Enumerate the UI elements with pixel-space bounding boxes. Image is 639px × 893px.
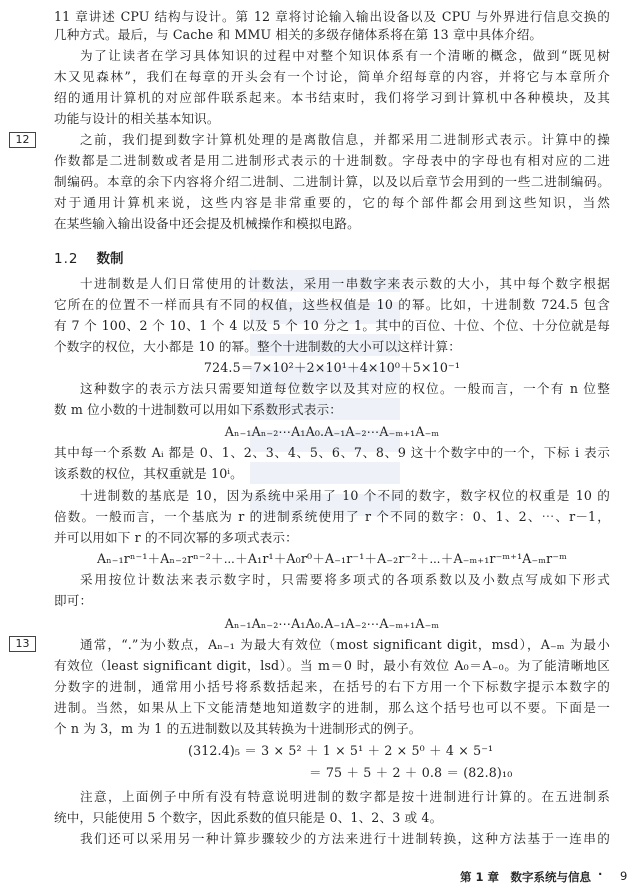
section-title: 数制 <box>96 251 124 267</box>
paragraph-line: 在某些输入输出设备中还会提及机械操作和模拟电路。 <box>54 216 360 231</box>
paragraph-line: 其中每一个系数 Aᵢ 都是 0、1、2、3、4、5、6、7、8、9 这十个数字中的一个，下标 i 表示 <box>54 445 610 460</box>
paragraph-line: 制编码。本章的余下内容将介绍二进制、二进制计算，以及以后章节会用到的一些二进制编码。 <box>54 174 610 189</box>
paragraph-line: 进制。当然，如果从上下文能清楚地知道数字的进制，那么这个括号也可以不要。下面是一 <box>54 700 610 715</box>
paragraph-line: 几种方式。最后，与 Cache 和 MMU 相关的多级存储体系将在第 13 章中具体介绍。 <box>54 27 543 42</box>
paragraph-line: 该系数的权位，其权重就是 10ⁱ。 <box>54 466 243 481</box>
paragraph-line: 统中，只能使用 5 个数字，因此系数的值只能是 0、1、2、3 或 4。 <box>54 810 443 825</box>
paragraph-line: 注意，上面例子中所有没有特意说明进制的数字都是按十进制进行计算的。在五进制系 <box>80 789 610 804</box>
paragraph-line: 分数字的进制，通常用小括号将系数括起来，在括号的右下方用一个下标数字提示本数字的 <box>54 679 610 694</box>
equation: Aₙ₋₁Aₙ₋₂⋯A₁A₀.A₋₁A₋₂⋯A₋ₘ₊₁A₋ₘ <box>224 424 440 439</box>
section-number: 1.2 <box>54 251 79 267</box>
section-heading <box>54 250 123 268</box>
paragraph-line: 个 n 为 3，m 为 1 的五进制数以及其转换为十进制形式的例子。 <box>54 721 422 736</box>
paragraph-line: 我们还可以采用另一种计算步骤较少的方法来进行十进制转换，这种方法基于一连串的 <box>80 831 610 846</box>
paragraph-line: 即可： <box>54 593 93 608</box>
chapter-title: 第 1 章 数字系统与信息 <box>460 870 592 884</box>
paragraph-line: 作数都是二进制数或者是用二进制形式表示的十进制数。字母表中的字母也有相对应的二进 <box>54 153 610 168</box>
paragraph-line: 功能与设计的相关基本知识。 <box>54 111 220 126</box>
paragraph-line: 为了让读者在学习具体知识的过程中对整个知识体系有一个清晰的概念，做到“既见树 <box>80 48 610 63</box>
equation: ＝ 75 ＋ 5 ＋ 2 ＋ 0.8 ＝ (82.8)₁₀ <box>309 765 513 780</box>
equation: Aₙ₋₁rⁿ⁻¹＋Aₙ₋₂rⁿ⁻²＋⋯＋A₁r¹＋A₀r⁰＋A₋₁r⁻¹＋A₋₂r⁻²＋⋯＋A₋ₘ₊₁r⁻ᵐ⁺¹A₋ₘr⁻ᵐ <box>96 551 568 566</box>
paragraph-line: 这种数字的表示方法只需要知道每位数字以及其对应的权位。一般而言，一个有 n 位整 <box>80 381 610 396</box>
page-number: 9 <box>620 869 628 883</box>
margin-page-number: 12 <box>9 132 36 148</box>
footer-separator: · <box>598 867 603 881</box>
paragraph-line: 十进制数的基底是 10，因为系统中采用了 10 个不同的数字，数字权位的权重是 10 的 <box>80 488 610 503</box>
paragraph-line: 有 7 个 100、2 个 10、1 个 4 以及 5 个 10 分之 1。其中的百位、十位、个位、十分位就是每 <box>54 318 610 333</box>
paragraph-line: 十进制数是人们日常使用的计数法，采用一串数字来表示数的大小，其中每个数字根据 <box>80 276 610 291</box>
paragraph-line: 它所在的位置不一样而具有不同的权值，这些权值是 10 的幂。比如，十进制数 724.5 包含 <box>54 297 610 312</box>
equation: (312.4)₅ ＝ 3 × 5² ＋ 1 × 5¹ ＋ 2 × 5⁰ ＋ 4 × 5⁻¹ <box>188 743 494 758</box>
margin-page-number: 13 <box>9 636 36 652</box>
paragraph-line: 倍数。一般而言，一个基底为 r 的进制系统使用了 r 个不同的数字：0、1、2、⋯、r－1， <box>54 509 610 524</box>
paragraph-line: 个数字的权位，大小都是 10 的幂。整个十进制数的大小可以这样计算： <box>54 339 461 354</box>
paragraph-line: 通常，“.”为小数点，Aₙ₋₁ 为最大有效位（most significant digit，msd），A₋ₘ 为最小 <box>80 637 610 652</box>
paragraph-line: 之前，我们提到数字计算机处理的是离散信息，并都采用二进制形式表示。计算中的操 <box>80 132 610 147</box>
paragraph-line: 数 m 位小数的十进制数可以用如下系数形式表示： <box>54 402 343 417</box>
paragraph-line: 木又见森林”，我们在每章的开头会有一个讨论，简单介绍每章的内容，并将它与本章所介 <box>54 69 610 84</box>
paragraph-line: 11 章讲述 CPU 结构与设计。第 12 章将讨论输入输出设备以及 CPU 与外界进行信息交换的 <box>54 9 610 24</box>
page-footer <box>0 867 639 887</box>
paragraph-line: 并可以用如下 r 的不同次幂的多项式表示： <box>54 530 298 545</box>
paragraph-line: 绍的通用计算机的对应部件联系起来。本书结束时，我们将学习到计算机中各种模块，及其 <box>54 90 610 105</box>
paragraph-line: 有效位（least significant digit，lsd）。当 m＝0 时，最小有效位 A₀＝A₋₀。为了能清晰地区 <box>54 658 610 673</box>
equation: 724.5＝7×10²＋2×10¹＋4×10⁰＋5×10⁻¹ <box>203 360 461 375</box>
paragraph-line: 对于通用计算机来说，这些内容是非常重要的，它的每个部件都会用到这些知识，当然 <box>54 195 610 210</box>
equation: Aₙ₋₁Aₙ₋₂⋯A₁A₀.A₋₁A₋₂⋯A₋ₘ₊₁A₋ₘ <box>224 616 440 631</box>
paragraph-line: 采用按位计数法来表示数字时，只需要将多项式的各项系数以及小数点写成如下形式 <box>80 572 610 587</box>
